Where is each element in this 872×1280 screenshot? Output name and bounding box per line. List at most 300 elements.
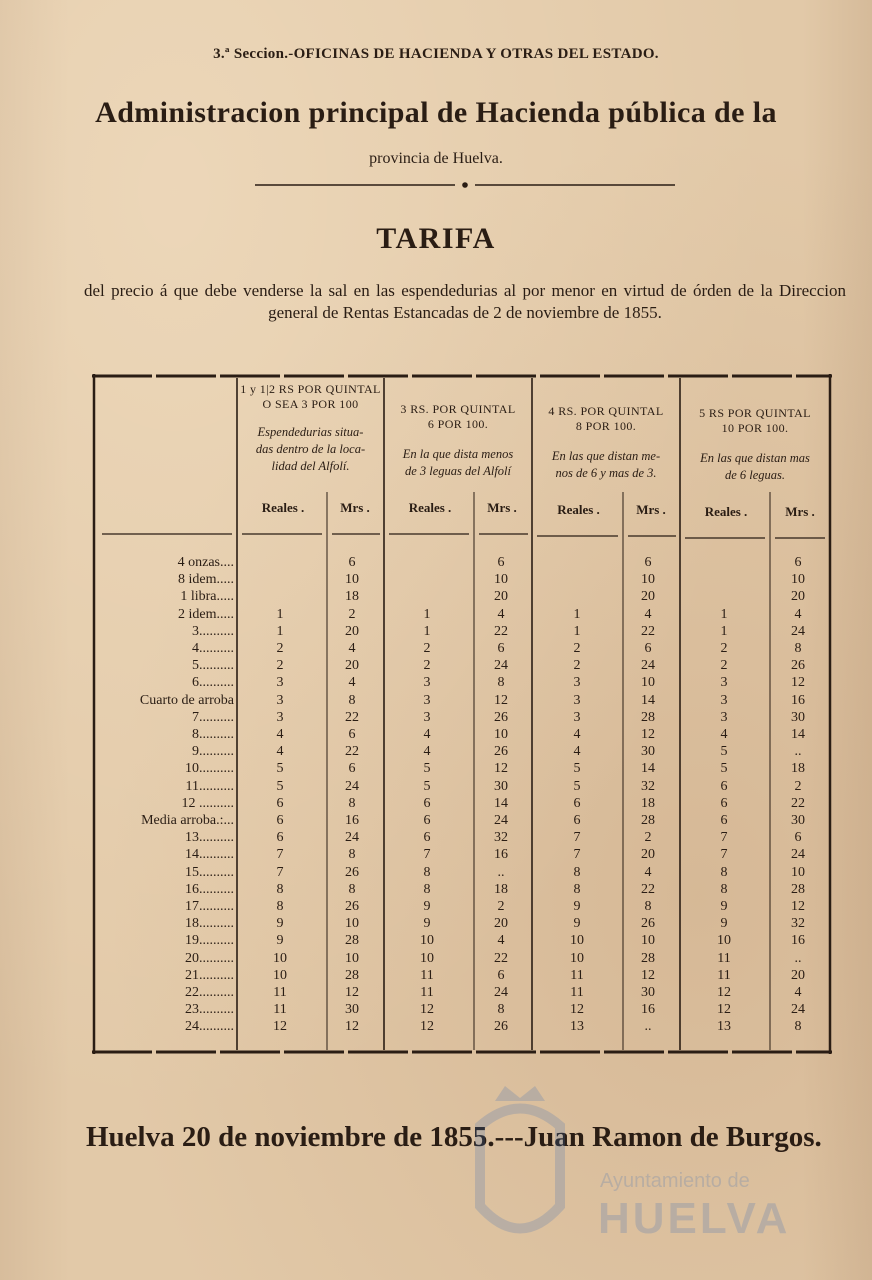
- reales-cell: 8: [720, 881, 728, 897]
- reales-cell: 6: [573, 813, 581, 828]
- quantity-label: Cuarto de arroba: [139, 692, 234, 708]
- footer-signature: Huelva 20 de noviembre de 1855.---Juan Ramon de Burgos.: [86, 1121, 822, 1153]
- quantity-label: 13..........: [185, 830, 234, 846]
- reales-cell: 9: [276, 916, 284, 932]
- quantity-label: 15..........: [185, 864, 234, 880]
- mrs-cell: 6: [794, 555, 802, 570]
- reales-cell: 9: [720, 916, 728, 932]
- reales-cell: 6: [720, 778, 728, 794]
- mrs-cell: 22: [641, 623, 655, 639]
- mrs-cell: ..: [794, 744, 802, 760]
- mrs-cell: 30: [641, 744, 655, 760]
- quantity-label: 9..........: [192, 744, 234, 760]
- reales-cell: 3: [276, 709, 284, 725]
- reales-cell: 9: [423, 899, 431, 914]
- table-row: [92, 726, 832, 743]
- reales-cell: 3: [276, 675, 284, 691]
- mrs-cell: 14: [494, 795, 508, 811]
- quantity-label: 22..........: [185, 985, 234, 1000]
- quantity-label: 16..........: [185, 881, 234, 897]
- column-header-3: [534, 404, 678, 482]
- admin-subtitle: provincia de Huelva.: [369, 150, 503, 167]
- reales-cell: 13: [570, 1019, 584, 1035]
- mrs-cell: 10: [791, 572, 805, 588]
- reales-cell: 9: [423, 916, 431, 932]
- table-row: [92, 864, 832, 881]
- quantity-label: 4 onzas....: [177, 555, 234, 570]
- mrs-cell: 6: [794, 830, 802, 846]
- column-4-rate-line1: 5 RS POR QUINTAL: [699, 406, 811, 420]
- mrs-cell: 12: [641, 967, 655, 983]
- mrs-cell: 22: [494, 950, 508, 966]
- table-row: [92, 657, 832, 674]
- reales-cell: 10: [570, 933, 584, 949]
- reales-cell: 12: [273, 1019, 287, 1035]
- reales-cell: 6: [423, 795, 431, 811]
- mrs-cell: 32: [791, 916, 805, 932]
- reales-cell: 12: [717, 1002, 731, 1018]
- reales-cell: 5: [276, 761, 284, 777]
- subheader-reales-4: Reales .: [704, 504, 748, 519]
- reales-cell: 1: [423, 606, 431, 622]
- mrs-cell: 18: [494, 881, 508, 897]
- mrs-cell: 8: [348, 692, 356, 708]
- reales-cell: 10: [420, 950, 434, 966]
- reales-cell: 2: [423, 641, 431, 656]
- mrs-cell: 18: [345, 589, 359, 605]
- reales-cell: 1: [720, 623, 728, 639]
- reales-cell: 8: [720, 864, 728, 880]
- table-row: [92, 743, 832, 760]
- mrs-cell: 2: [497, 899, 505, 914]
- reales-cell: 1: [276, 606, 284, 622]
- mrs-cell: 20: [494, 589, 508, 605]
- mrs-cell: 26: [641, 916, 655, 932]
- reales-cell: 3: [573, 709, 581, 725]
- reales-cell: 6: [720, 813, 728, 828]
- quantity-label: Media arroba.:...: [141, 813, 234, 828]
- admin-title: Administracion principal de Hacienda pública de la: [95, 96, 777, 129]
- reales-cell: 7: [573, 830, 581, 846]
- mrs-cell: 16: [641, 1002, 655, 1018]
- table-row: [92, 881, 832, 898]
- mrs-cell: 4: [497, 933, 505, 949]
- reales-cell: 6: [276, 830, 284, 846]
- table-row: [92, 709, 832, 726]
- mrs-cell: 8: [497, 675, 505, 691]
- mrs-cell: 10: [345, 950, 359, 966]
- mrs-cell: 24: [345, 778, 359, 794]
- mrs-cell: 4: [794, 606, 802, 622]
- table-row: [92, 898, 832, 915]
- reales-cell: 11: [570, 967, 584, 983]
- reales-cell: 10: [273, 967, 287, 983]
- mrs-cell: 30: [494, 778, 508, 794]
- reales-cell: 4: [720, 727, 728, 742]
- mrs-cell: ..: [497, 864, 505, 880]
- reales-cell: 7: [276, 864, 284, 880]
- reales-cell: 9: [276, 933, 284, 949]
- reales-cell: 2: [573, 658, 581, 674]
- mrs-cell: 8: [794, 641, 802, 656]
- reales-cell: 3: [573, 675, 581, 691]
- table-row: [92, 795, 832, 812]
- reales-cell: 11: [273, 1002, 287, 1018]
- section-header: 3.ª Seccion.-OFICINAS DE HACIENDA Y OTRAS DEL ESTADO.: [213, 46, 659, 62]
- mrs-cell: 4: [348, 641, 356, 656]
- quantity-label: 19..........: [185, 933, 234, 949]
- mrs-cell: 4: [348, 675, 356, 691]
- reales-cell: 2: [573, 641, 581, 656]
- mrs-cell: 10: [791, 864, 805, 880]
- mrs-cell: 22: [641, 881, 655, 897]
- reales-cell: 1: [423, 623, 431, 639]
- quantity-label: 8 idem.....: [178, 572, 234, 588]
- table-row: [92, 640, 832, 657]
- mrs-cell: 24: [641, 658, 655, 674]
- reales-cell: 6: [276, 795, 284, 811]
- mrs-cell: 28: [641, 950, 655, 966]
- mrs-cell: 20: [791, 589, 805, 605]
- reales-cell: 1: [720, 606, 728, 622]
- reales-cell: 12: [570, 1002, 584, 1018]
- mrs-cell: 30: [641, 985, 655, 1000]
- mrs-cell: 30: [791, 813, 805, 828]
- mrs-cell: 2: [644, 830, 652, 846]
- column-1-rate-line1: 1 y 1|2 RS POR QUINTAL: [240, 382, 381, 396]
- table-row: [92, 846, 832, 863]
- watermark-logo: [460, 1082, 790, 1262]
- mrs-cell: 6: [497, 967, 505, 983]
- column-2-desc-line1: En la que dista menos: [402, 447, 514, 461]
- reales-cell: 11: [717, 967, 731, 983]
- mrs-cell: 8: [348, 795, 356, 811]
- table-row: [92, 778, 832, 795]
- mrs-cell: 12: [345, 1019, 359, 1035]
- reales-cell: 11: [420, 967, 434, 983]
- mrs-cell: 26: [345, 899, 359, 914]
- reales-cell: 8: [573, 881, 581, 897]
- table-row: [92, 1018, 832, 1035]
- reales-cell: 12: [717, 985, 731, 1000]
- column-3-rate-line2: 8 POR 100.: [575, 419, 637, 433]
- reales-cell: 6: [423, 830, 431, 846]
- column-2-rate-line2: 6 POR 100.: [427, 417, 489, 431]
- mrs-cell: 10: [641, 675, 655, 691]
- quantity-label: 4..........: [192, 641, 234, 656]
- mrs-cell: 24: [345, 830, 359, 846]
- mrs-cell: 28: [641, 709, 655, 725]
- column-1-desc-line2: das dentro de la loca-: [255, 442, 366, 456]
- reales-cell: 12: [420, 1019, 434, 1035]
- column-header-1: [239, 382, 382, 475]
- reales-cell: 10: [717, 933, 731, 949]
- reales-cell: 6: [276, 813, 284, 828]
- reales-cell: 7: [720, 847, 728, 863]
- mrs-cell: 22: [345, 709, 359, 725]
- mrs-cell: 6: [497, 555, 505, 570]
- reales-cell: 1: [573, 606, 581, 622]
- reales-cell: 9: [573, 899, 581, 914]
- table-row: [92, 829, 832, 846]
- mrs-cell: 10: [641, 933, 655, 949]
- mrs-cell: 20: [345, 658, 359, 674]
- mrs-cell: 6: [348, 555, 356, 570]
- reales-cell: 5: [573, 761, 581, 777]
- subheader-mrs-1: Mrs .: [340, 500, 370, 515]
- mrs-cell: 12: [791, 899, 805, 914]
- crest-icon: [460, 1086, 580, 1256]
- mrs-cell: 12: [641, 727, 655, 742]
- mrs-cell: 30: [791, 709, 805, 725]
- table-row: [92, 812, 832, 829]
- table-row: [92, 932, 832, 949]
- reales-cell: 3: [720, 675, 728, 691]
- column-header-4: [682, 406, 828, 484]
- table-row: [92, 950, 832, 967]
- mrs-cell: 4: [497, 606, 505, 622]
- mrs-cell: 8: [794, 1019, 802, 1035]
- reales-cell: 8: [276, 881, 284, 897]
- quantity-label: 1 libra.....: [180, 589, 234, 605]
- table-row: [92, 554, 832, 571]
- reales-cell: 4: [573, 727, 581, 742]
- mrs-cell: 12: [791, 675, 805, 691]
- mrs-cell: 8: [348, 847, 356, 863]
- mrs-cell: 24: [494, 813, 508, 828]
- table-row: [92, 588, 832, 605]
- reales-cell: 3: [276, 692, 284, 708]
- reales-cell: 10: [420, 933, 434, 949]
- reales-cell: 2: [276, 658, 284, 674]
- reales-cell: 1: [276, 623, 284, 639]
- price-table: [92, 374, 832, 1054]
- mrs-cell: 6: [644, 641, 652, 656]
- column-1-desc-line3: lidad del Alfolí.: [271, 459, 350, 473]
- quantity-label: 8..........: [192, 727, 234, 742]
- mrs-cell: 26: [791, 658, 805, 674]
- column-3-desc-line2: nos de 6 y mas de 3.: [555, 466, 657, 480]
- subheader-reales-2: Reales .: [408, 500, 452, 515]
- mrs-cell: 20: [791, 967, 805, 983]
- reales-cell: 11: [717, 950, 731, 966]
- mrs-cell: 20: [641, 589, 655, 605]
- reales-cell: 5: [423, 761, 431, 777]
- mrs-cell: 4: [644, 864, 652, 880]
- reales-cell: 3: [573, 692, 581, 708]
- reales-cell: 11: [420, 985, 434, 1000]
- table-row: [92, 1001, 832, 1018]
- reales-cell: 10: [570, 950, 584, 966]
- quantity-label: 2 idem.....: [178, 606, 234, 622]
- reales-cell: 5: [423, 778, 431, 794]
- reales-cell: 8: [276, 899, 284, 914]
- reales-cell: 9: [573, 916, 581, 932]
- mrs-cell: 26: [494, 1019, 508, 1035]
- mrs-cell: 28: [791, 881, 805, 897]
- quantity-label: 20..........: [185, 950, 234, 966]
- reales-cell: 8: [423, 881, 431, 897]
- table-row: [92, 674, 832, 691]
- mrs-cell: 18: [791, 761, 805, 777]
- mrs-cell: 32: [641, 778, 655, 794]
- reales-cell: 3: [720, 709, 728, 725]
- quantity-label: 18..........: [185, 916, 234, 932]
- table-row: [92, 606, 832, 623]
- mrs-cell: 10: [641, 572, 655, 588]
- column-1-desc-line1: Espendedurias situa-: [257, 425, 364, 439]
- table-row: [92, 692, 832, 709]
- mrs-cell: 26: [494, 744, 508, 760]
- reales-cell: 3: [720, 692, 728, 708]
- reales-cell: 2: [423, 658, 431, 674]
- watermark-line1: Ayuntamiento de: [600, 1170, 750, 1192]
- quantity-label: 12 ..........: [181, 795, 234, 811]
- tarifa-description: del precio á que debe venderse la sal en las espendedurias al por menor en virtud de órden de la Direccion general de Rentas Estancadas de 2 de noviembre de 1855.: [84, 281, 846, 322]
- table-row: [92, 623, 832, 640]
- mrs-cell: 6: [348, 727, 356, 742]
- quantity-label: 10..........: [185, 761, 234, 777]
- subheader-mrs-2: Mrs .: [487, 500, 517, 515]
- column-3-rate-line1: 4 RS. POR QUINTAL: [548, 404, 664, 418]
- table-row: [92, 915, 832, 932]
- mrs-cell: 16: [791, 692, 805, 708]
- watermark-line2: HUELVA: [598, 1194, 791, 1243]
- subheader-reales-1: Reales .: [261, 500, 305, 515]
- mrs-cell: 14: [641, 692, 655, 708]
- mrs-cell: 26: [494, 709, 508, 725]
- reales-cell: 10: [273, 950, 287, 966]
- quantity-label: 14..........: [185, 847, 234, 863]
- table-row: [92, 571, 832, 588]
- tarifa-title: TARIFA: [376, 222, 496, 255]
- reales-cell: 3: [423, 675, 431, 691]
- mrs-cell: ..: [644, 1019, 652, 1035]
- reales-cell: 11: [273, 985, 287, 1000]
- reales-cell: 2: [720, 658, 728, 674]
- mrs-cell: 10: [494, 727, 508, 742]
- mrs-cell: 20: [494, 916, 508, 932]
- mrs-cell: 8: [497, 1002, 505, 1018]
- column-4-desc-line2: de 6 leguas.: [724, 468, 786, 482]
- reales-cell: 2: [720, 641, 728, 656]
- column-2-desc-line2: de 3 leguas del Alfolí: [404, 464, 511, 478]
- reales-cell: 7: [423, 847, 431, 863]
- mrs-cell: 28: [641, 813, 655, 828]
- mrs-cell: 6: [644, 555, 652, 570]
- reales-cell: 7: [720, 830, 728, 846]
- mrs-cell: 12: [345, 985, 359, 1000]
- reales-cell: 5: [276, 778, 284, 794]
- column-4-rate-line2: 10 POR 100.: [721, 421, 789, 435]
- table-row: [92, 984, 832, 1001]
- mrs-cell: 4: [794, 985, 802, 1000]
- mrs-cell: 22: [791, 795, 805, 811]
- mrs-cell: 20: [641, 847, 655, 863]
- reales-cell: 7: [573, 847, 581, 863]
- column-1-rate-line2: O SEA 3 POR 100: [262, 397, 359, 411]
- mrs-cell: 2: [794, 778, 802, 794]
- mrs-cell: 32: [494, 830, 508, 846]
- reales-cell: 2: [276, 641, 284, 656]
- quantity-label: 3..........: [192, 623, 234, 639]
- reales-cell: 6: [573, 795, 581, 811]
- reales-cell: 4: [423, 744, 431, 760]
- subheader-mrs-4: Mrs .: [785, 504, 815, 519]
- quantity-label: 7..........: [192, 709, 234, 725]
- mrs-cell: 24: [791, 623, 805, 639]
- mrs-cell: 10: [345, 916, 359, 932]
- reales-cell: 3: [423, 692, 431, 708]
- quantity-label: 6..........: [192, 675, 234, 691]
- mrs-cell: 10: [494, 572, 508, 588]
- mrs-cell: 6: [348, 761, 356, 777]
- mrs-cell: 26: [345, 864, 359, 880]
- mrs-cell: 14: [641, 761, 655, 777]
- subheader-reales-3: Reales .: [557, 502, 600, 517]
- table-row: [92, 967, 832, 984]
- mrs-cell: 16: [791, 933, 805, 949]
- reales-cell: 8: [423, 864, 431, 880]
- mrs-cell: 24: [791, 847, 805, 863]
- mrs-cell: 14: [791, 727, 805, 742]
- mrs-cell: 24: [791, 1002, 805, 1018]
- column-4-desc-line1: En las que distan mas: [700, 451, 810, 465]
- reales-cell: 8: [573, 864, 581, 880]
- mrs-cell: 24: [494, 658, 508, 674]
- reales-cell: 3: [423, 709, 431, 725]
- mrs-cell: 6: [497, 641, 505, 656]
- mrs-cell: 12: [494, 692, 508, 708]
- reales-cell: 12: [420, 1002, 434, 1018]
- mrs-cell: ..: [794, 950, 802, 966]
- mrs-cell: 20: [345, 623, 359, 639]
- mrs-cell: 8: [644, 899, 652, 914]
- reales-cell: 1: [573, 623, 581, 639]
- reales-cell: 5: [573, 778, 581, 794]
- reales-cell: 9: [720, 899, 728, 914]
- mrs-cell: 16: [494, 847, 508, 863]
- mrs-cell: 22: [345, 744, 359, 760]
- quantity-label: 21..........: [185, 967, 234, 983]
- column-header-2: [386, 402, 530, 480]
- reales-cell: 5: [720, 744, 728, 760]
- quantity-label: 17..........: [185, 899, 234, 914]
- mrs-cell: 16: [345, 813, 359, 828]
- mrs-cell: 2: [348, 606, 356, 622]
- subheader-mrs-3: Mrs .: [636, 502, 666, 517]
- mrs-cell: 4: [644, 606, 652, 622]
- reales-cell: 4: [276, 727, 284, 742]
- reales-cell: 11: [570, 985, 584, 1000]
- mrs-cell: 28: [345, 933, 359, 949]
- quantity-label: 24..........: [185, 1019, 234, 1035]
- reales-cell: 7: [276, 847, 284, 863]
- reales-cell: 4: [573, 744, 581, 760]
- mrs-cell: 30: [345, 1002, 359, 1018]
- reales-cell: 6: [423, 813, 431, 828]
- column-3-desc-line1: En las que distan me-: [551, 449, 661, 463]
- title-rule: [255, 182, 675, 188]
- table-row: [92, 760, 832, 777]
- quantity-label: 11..........: [185, 778, 234, 794]
- mrs-cell: 24: [494, 985, 508, 1000]
- column-2-rate-line1: 3 RS. POR QUINTAL: [400, 402, 516, 416]
- quantity-label: 5..........: [192, 658, 234, 674]
- reales-cell: 13: [717, 1019, 731, 1035]
- reales-cell: 6: [720, 795, 728, 811]
- reales-cell: 5: [720, 761, 728, 777]
